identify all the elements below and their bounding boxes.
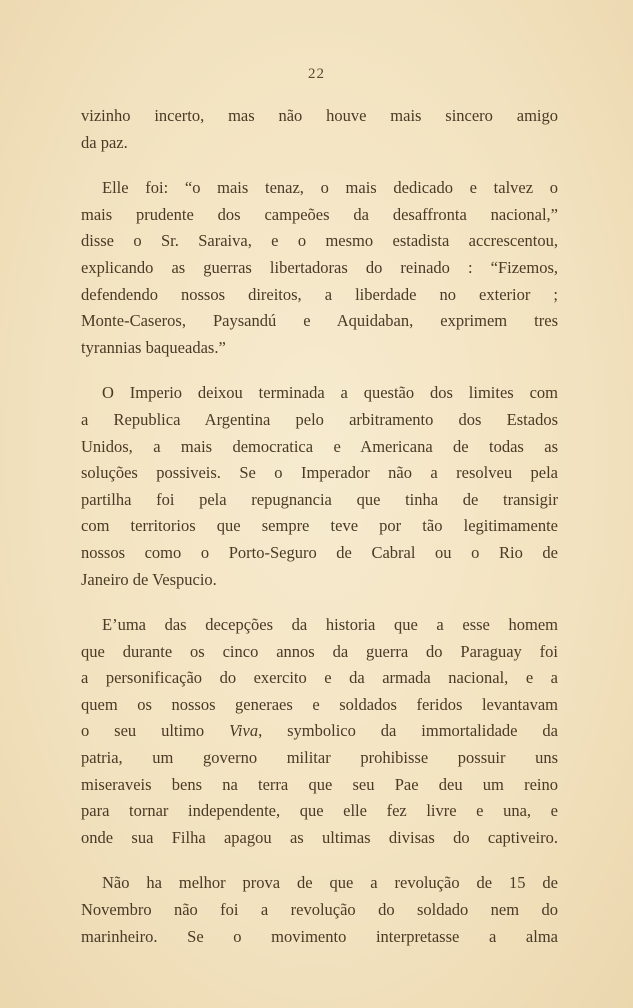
text-line: patria, um governo militar prohibisse possuir uns [81,748,558,768]
text-line: O Imperio deixou terminada a questão dos limites com [102,383,558,403]
text-line: tyrannias baqueadas.” [81,337,226,357]
text-line: Não ha melhor prova de que a revolução de 15 de [102,873,558,893]
text-line: Janeiro de Vespucio. [81,569,217,589]
text-line: defendendo nossos direitos, a liberdade no exterior ; [81,284,558,304]
text-line: E’uma das decepções da historia que a esse homem [102,615,558,635]
page-number: 22 [308,66,325,82]
paragraph-4 [81,612,558,851]
text-line: quem os nossos generaes e soldados feridos levantavam [81,694,558,714]
paragraph-1 [81,103,558,156]
text-line: vizinho incerto, mas não houve mais sincero amigo [81,106,558,125]
text-line: Elle foi: “o mais tenaz, o mais dedicado e talvez o [102,178,558,198]
text-line: miseraveis bens na terra que seu Pae deu um reino [81,774,558,794]
text-line: Novembro não foi a revolução do soldado nem do [81,900,558,920]
text-line: o seu ultimo Viva, symbolico da immortalidade da [81,721,558,741]
italic-text: Viva [229,721,259,741]
text-line: explicando as guerras libertadoras do reinado : “Fizemos, [81,257,558,277]
text-line: a Republica Argentina pelo arbitramento dos Estados [81,409,558,429]
text-line: que durante os cinco annos da guerra do Paraguay foi [81,641,558,661]
text-line: a personificação do exercito e da armada nacional, e a [81,668,558,688]
text-line: mais prudente dos campeões da desaffronta nacional,” [81,204,558,224]
text-line: nossos como o Porto-Seguro de Cabral ou o Rio de [81,542,558,562]
text-line: Unidos, a mais democratica e Americana de todas as [81,436,558,456]
text-line: com territorios que sempre teve por tão legitimamente [81,516,558,536]
paragraph-5 [81,870,558,950]
text-line: disse o Sr. Saraiva, e o mesmo estadista accrescentou, [81,231,558,251]
text-line: partilha foi pela repugnancia que tinha de transigir [81,489,558,509]
text-line: da paz. [81,132,128,152]
text-line: marinheiro. Se o movimento interpretasse a alma [81,926,558,946]
paragraph-2 [81,175,558,361]
paragraph-3 [81,380,558,593]
text-line: soluções possiveis. Se o Imperador não a resolveu pela [81,463,558,483]
text-line: para tornar independente, que elle fez livre e una, e [81,801,558,821]
text-line: Monte-Caseros, Paysandú e Aquidaban, exprimem tres [81,311,558,331]
body-text [81,103,558,950]
text-line: onde sua Filha apagou as ultimas divisas do captiveiro. [81,827,558,847]
